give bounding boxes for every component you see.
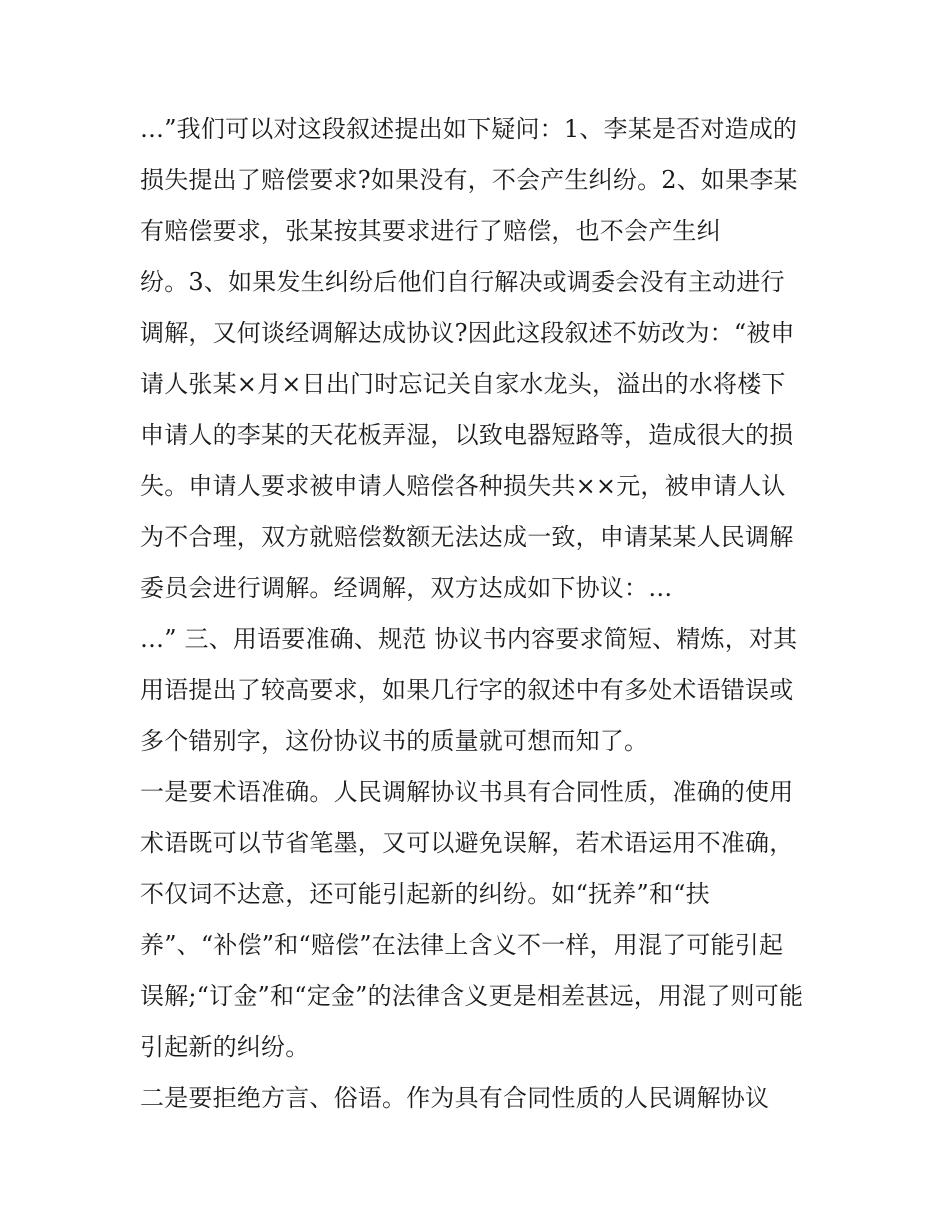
text-line-12: 用语提出了较高要求，如果几行字的叙述中有多处术语错误或 [140,676,794,704]
text-line-11: …” 三、用语要准确、规范 协议书内容要求简短、精炼，对其 [140,625,798,653]
text-line-20: 二是要拒绝方言、俗语。作为具有合同性质的人民调解协议 [140,1084,770,1112]
text-line-9: 为不合理，双方就赔偿数额无法达成一致，申请某某人民调解 [140,523,794,551]
text-line-1: …”我们可以对这段叙述提出如下疑问：1、李某是否对造成的 [140,115,798,143]
text-line-8: 失。申请人要求被申请人赔偿各种损失共××元，被申请人认 [140,472,786,500]
text-line-16: 不仅词不达意，还可能引起新的纠纷。如“抚养”和“扶 [140,880,710,908]
text-line-5: 调解，又何谈经调解达成协议?因此这段叙述不妨改为：“被申 [140,319,795,347]
text-line-19: 引起新的纠纷。 [140,1033,310,1061]
text-line-3: 有赔偿要求，张某按其要求进行了赔偿，也不会产生纠 [140,217,721,245]
text-line-17: 养”、“补偿”和“赔偿”在法律上含义不一样，用混了可能引起 [140,931,784,959]
text-line-14: 一是要术语准确。人民调解协议书具有合同性质，准确的使用 [140,778,794,806]
text-line-7: 申请人的李某的天花板弄湿，以致电器短路等，造成很大的损 [140,421,794,449]
text-line-13: 多个错别字，这份协议书的质量就可想而知了。 [140,727,649,755]
text-line-4: 纷。3、如果发生纠纷后他们自行解决或调委会没有主动进行 [140,268,785,296]
text-line-10: 委员会进行调解。经调解，双方达成如下协议：… [140,574,673,602]
document-body [140,104,820,1124]
text-line-15: 术语既可以节省笔墨，又可以避免误解，若术语运用不准确， [140,829,794,857]
text-line-18: 误解;“订金”和“定金”的法律含义更是相差甚远，用混了则可能 [140,982,804,1010]
text-line-2: 损失提出了赔偿要求?如果没有，不会产生纠纷。2、如果李某 [140,166,798,194]
text-line-6: 请人张某×月×日出门时忘记关自家水龙头，溢出的水将楼下 [140,370,786,398]
